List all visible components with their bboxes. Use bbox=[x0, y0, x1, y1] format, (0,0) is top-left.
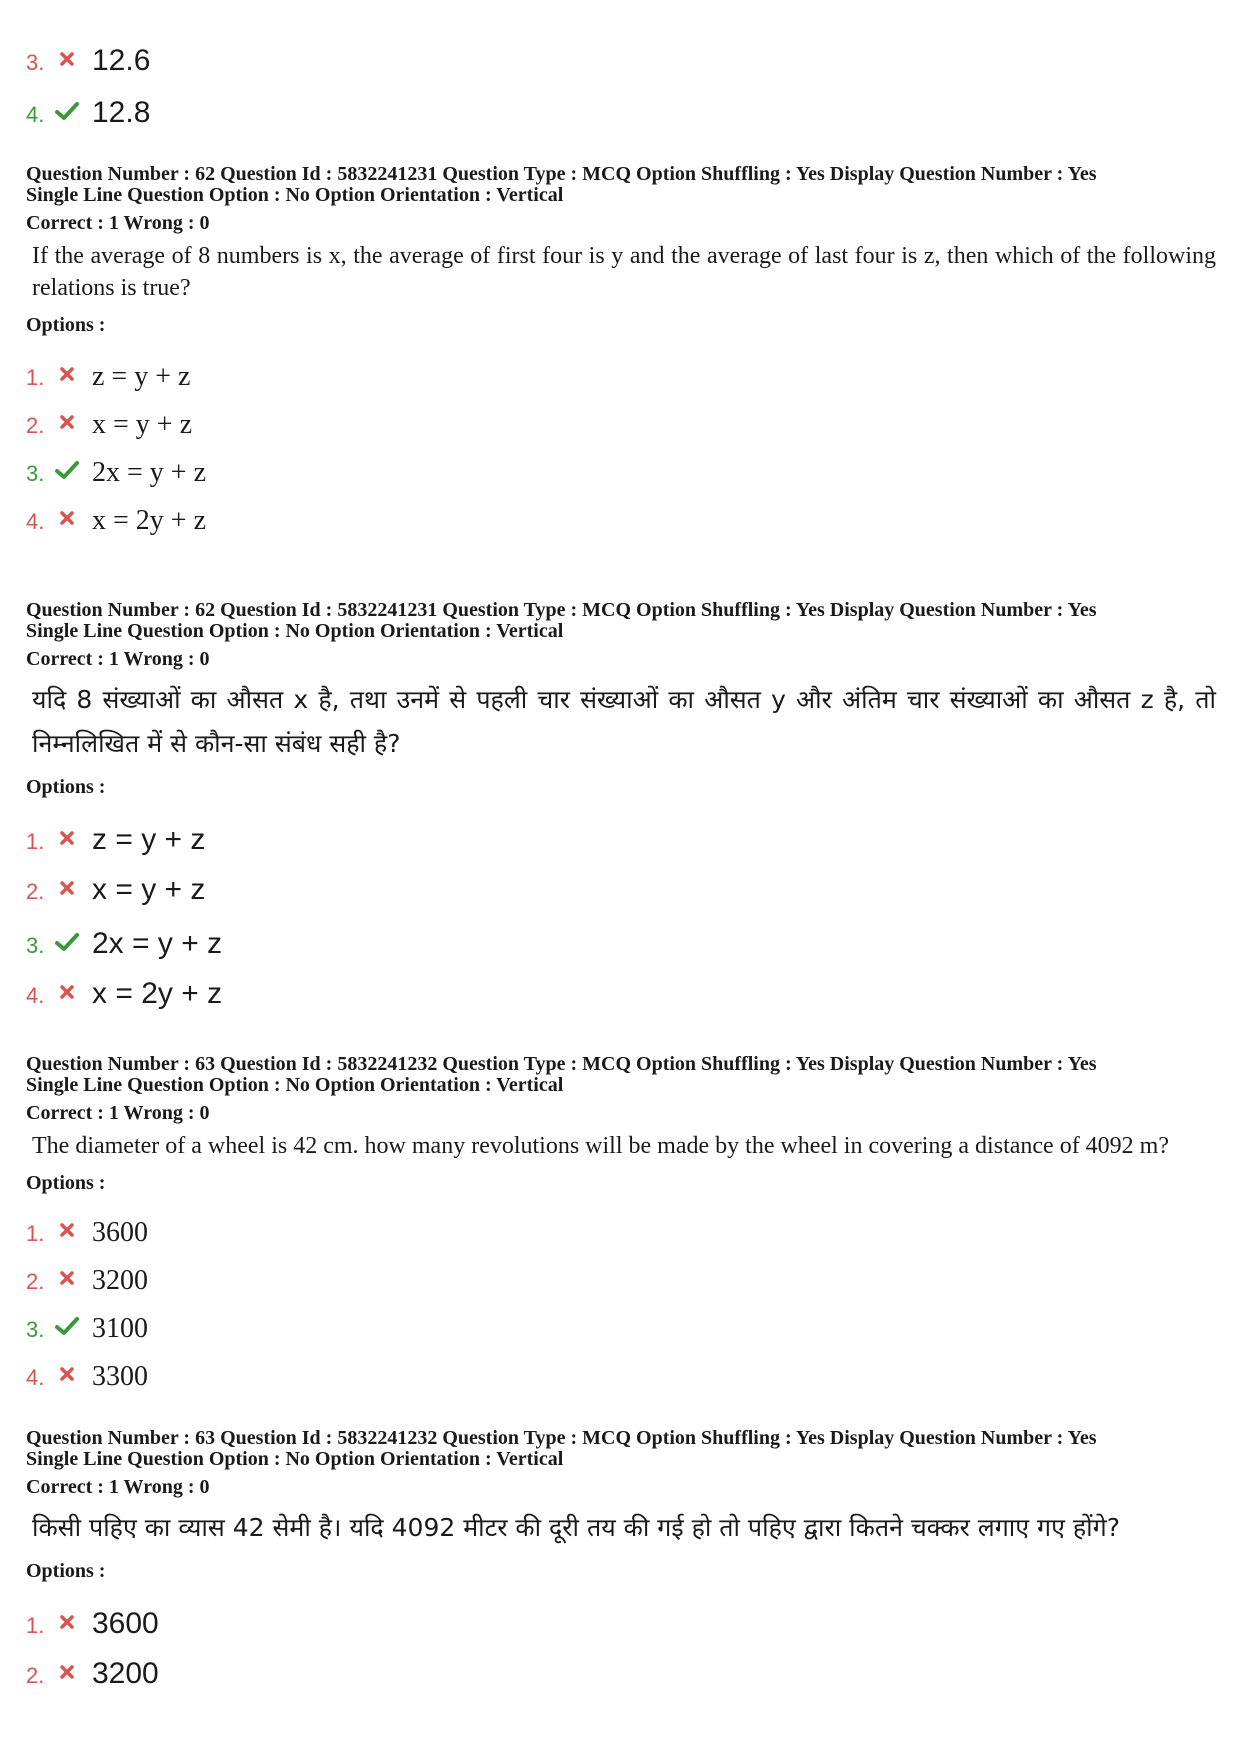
options-list bbox=[26, 1589, 1216, 1689]
option-text: x = y + z bbox=[92, 409, 193, 440]
question-block bbox=[26, 1428, 1216, 1689]
option-number: 1. bbox=[26, 1613, 45, 1638]
option-text: 3600 bbox=[92, 1607, 159, 1640]
option-text: 12.6 bbox=[92, 44, 151, 77]
option-number: 3. bbox=[26, 933, 45, 958]
correct-check-icon bbox=[52, 929, 82, 955]
wrong-cross-icon bbox=[52, 409, 82, 435]
option-number: 1. bbox=[26, 1221, 45, 1246]
wrong-cross-icon bbox=[52, 1361, 82, 1387]
question-meta-options: Single Line Question Option : No Option Orientation : Vertical bbox=[26, 1448, 564, 1470]
option-text: 3200 bbox=[92, 1265, 148, 1296]
question-text: किसी पहिए का व्यास 42 सेमी है। यदि 4092 मीटर की दूरी तय की गई हो तो पहिए द्वारा कितने चक्कर लगाए गए होंगे? bbox=[32, 1513, 1120, 1542]
option-row bbox=[26, 1201, 1216, 1247]
option-number: 3. bbox=[26, 1317, 45, 1342]
option-row bbox=[26, 1295, 1216, 1343]
correct-check-icon bbox=[52, 1313, 82, 1339]
option-row bbox=[26, 959, 1216, 1009]
option-text: 12.8 bbox=[92, 96, 151, 129]
carryover-options bbox=[26, 24, 1216, 128]
wrong-cross-icon bbox=[52, 825, 82, 851]
option-row bbox=[26, 391, 1216, 439]
option-number: 4. bbox=[26, 1365, 45, 1390]
wrong-cross-icon bbox=[52, 979, 82, 1005]
option-text: 2x = y + z bbox=[92, 927, 223, 960]
wrong-cross-icon bbox=[52, 1609, 82, 1635]
options-list bbox=[26, 805, 1216, 1009]
wrong-cross-icon bbox=[52, 875, 82, 901]
wrong-cross-icon bbox=[52, 1265, 82, 1291]
question-score: Correct : 1 Wrong : 0 bbox=[26, 212, 210, 234]
option-number: 2. bbox=[26, 413, 45, 438]
question-meta-options: Single Line Question Option : No Option Orientation : Vertical bbox=[26, 620, 564, 642]
option-row bbox=[26, 805, 1216, 855]
options-label: Options : bbox=[26, 776, 106, 798]
option-text: 3200 bbox=[92, 1657, 159, 1690]
option-row bbox=[26, 1639, 1216, 1689]
option-text: x = 2y + z bbox=[92, 505, 207, 536]
question-meta-options: Single Line Question Option : No Option Orientation : Vertical bbox=[26, 184, 564, 206]
option-number: 2. bbox=[26, 1269, 45, 1294]
option-text: 2x = y + z bbox=[92, 457, 207, 488]
question-meta: Question Number : 63 Question Id : 5832241232 Question Type : MCQ Option Shuffling : Yes Display Question Number : Yes bbox=[26, 1427, 1097, 1449]
option-row bbox=[26, 1343, 1216, 1391]
wrong-cross-icon bbox=[52, 505, 82, 531]
option-number: 4. bbox=[26, 509, 45, 534]
options-list bbox=[26, 1201, 1216, 1391]
option-text: z = y + z bbox=[92, 361, 191, 392]
options-list bbox=[26, 343, 1216, 535]
option-number: 4. bbox=[26, 983, 45, 1008]
option-row bbox=[26, 24, 1216, 76]
option-number: 1. bbox=[26, 829, 45, 854]
correct-check-icon bbox=[52, 457, 82, 483]
question-block bbox=[26, 600, 1216, 1009]
question-score: Correct : 1 Wrong : 0 bbox=[26, 648, 210, 670]
wrong-cross-icon bbox=[52, 1659, 82, 1685]
option-row bbox=[26, 487, 1216, 535]
option-text: x = y + z bbox=[92, 873, 206, 906]
option-row bbox=[26, 343, 1216, 391]
option-row bbox=[26, 905, 1216, 959]
wrong-cross-icon bbox=[52, 1217, 82, 1243]
options-label: Options : bbox=[26, 314, 106, 336]
question-block bbox=[26, 1054, 1216, 1391]
options-label: Options : bbox=[26, 1560, 106, 1582]
question-block bbox=[26, 164, 1216, 535]
option-text: x = 2y + z bbox=[92, 977, 223, 1010]
option-number: 3. bbox=[26, 461, 45, 486]
option-row bbox=[26, 1589, 1216, 1639]
correct-check-icon bbox=[52, 98, 82, 124]
question-meta-options: Single Line Question Option : No Option Orientation : Vertical bbox=[26, 1074, 564, 1096]
question-meta: Question Number : 63 Question Id : 5832241232 Question Type : MCQ Option Shuffling : Yes Display Question Number : Yes bbox=[26, 1053, 1097, 1075]
option-number: 2. bbox=[26, 1663, 45, 1688]
question-meta: Question Number : 62 Question Id : 5832241231 Question Type : MCQ Option Shuffling : Yes Display Question Number : Yes bbox=[26, 163, 1097, 185]
question-text: यदि 8 संख्याओं का औसत x है, तथा उनमें से पहली चार संख्याओं का औसत y और अंतिम चार संख्याओं का औसत z है, तो निम्नलिखित में से कौन-सा संबंध सही है? bbox=[32, 685, 1216, 758]
option-number: 2. bbox=[26, 879, 45, 904]
wrong-cross-icon bbox=[52, 361, 82, 387]
option-number: 1. bbox=[26, 365, 45, 390]
question-score: Correct : 1 Wrong : 0 bbox=[26, 1102, 210, 1124]
option-row bbox=[26, 76, 1216, 128]
question-meta: Question Number : 62 Question Id : 5832241231 Question Type : MCQ Option Shuffling : Yes Display Question Number : Yes bbox=[26, 599, 1097, 621]
question-text: If the average of 8 numbers is x, the average of first four is y and the average of last four is z, then which of the following relations is true? bbox=[32, 243, 1216, 301]
option-text: z = y + z bbox=[92, 823, 206, 856]
option-text: 3300 bbox=[92, 1361, 148, 1392]
option-number: 3. bbox=[26, 50, 45, 75]
option-row bbox=[26, 439, 1216, 487]
options-label: Options : bbox=[26, 1172, 106, 1194]
option-number: 4. bbox=[26, 102, 45, 127]
option-text: 3600 bbox=[92, 1217, 148, 1248]
question-score: Correct : 1 Wrong : 0 bbox=[26, 1476, 210, 1498]
option-text: 3100 bbox=[92, 1313, 148, 1344]
option-row bbox=[26, 855, 1216, 905]
wrong-cross-icon bbox=[52, 46, 82, 72]
question-text: The diameter of a wheel is 42 cm. how many revolutions will be made by the wheel in covering a distance of 4092 m? bbox=[32, 1133, 1169, 1159]
option-row bbox=[26, 1247, 1216, 1295]
